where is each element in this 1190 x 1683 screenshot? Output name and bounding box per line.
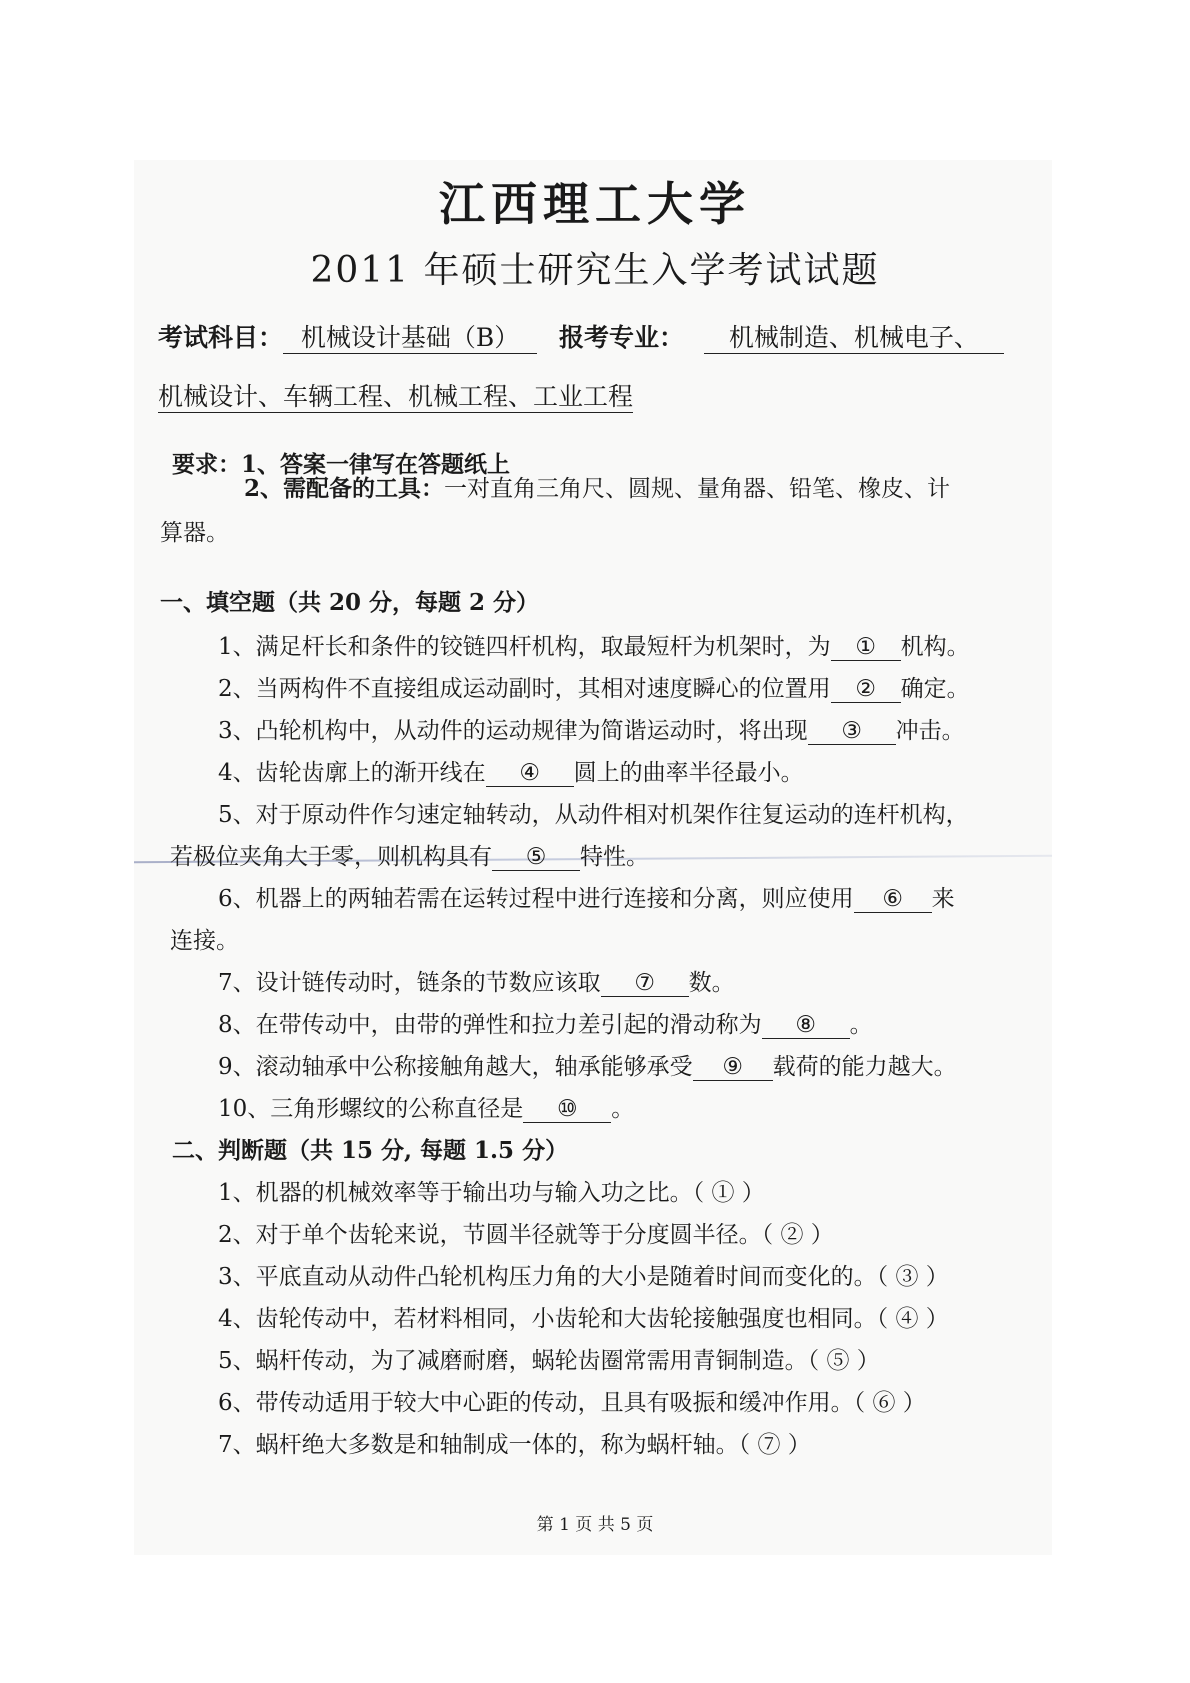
section1-heading: 一、填空题（共 20 分，每题 2 分） [160,589,540,616]
q4-text: 4、齿轮齿廓上的渐开线在 [218,760,486,786]
q2-suffix: 确定。 [900,676,970,702]
q10-suffix: 。 [611,1096,635,1122]
q8-text: 8、在带传动中，由带的弹性和拉力差引起的滑动称为 [218,1012,762,1038]
q5-suffix: 特性。 [580,844,649,870]
q6-blank: ⑥ [854,886,932,913]
fill-q5 [170,838,649,871]
requirement-1-text: 1、答案一律写在答题纸上 [241,451,511,478]
fill-q9 [218,1048,957,1081]
judge-item-3: 3、平底直动从动件凸轮机构压力角的大小是随着时间而变化的。（ ③ ） [218,1264,949,1290]
judge-item-1: 1、机器的机械效率等于输出功与输入功之比。（ ① ） [218,1180,765,1206]
requirement-2-cont: 算器。 [160,520,229,546]
requirement-2-label: 2、需配备的工具： [244,475,445,502]
subject-line [158,318,1004,354]
fill-q1 [218,628,970,661]
fill-q3 [218,712,965,745]
fill-q5-line1: 5、对于原动件作匀速定轴转动，从动件相对机架作往复运动的连杆机构， [218,802,969,828]
q8-suffix: 。 [849,1012,873,1038]
requirements-label: 要求： [172,451,241,478]
q1-suffix: 机构。 [900,634,970,660]
q8-blank: ⑧ [762,1012,850,1039]
q4-suffix: 圆上的曲率半径最小。 [573,760,804,786]
subject-value: 机械设计基础（B） [283,324,537,354]
major-value-2: 机械设计、车辆工程、机械工程、工业工程 [158,382,634,411]
requirement-2 [244,470,950,503]
q7-text: 7、设计链传动时，链条的节数应该取 [218,970,601,996]
q9-blank: ⑨ [693,1054,773,1081]
q6-text: 6、机器上的两轴若需在运转过程中进行连接和分离，则应使用 [218,886,854,912]
q7-suffix: 数。 [688,970,735,996]
fill-q6-cont: 连接。 [170,928,239,954]
q4-blank: ④ [486,760,574,787]
page-number-footer: 第 1 页 共 5 页 [536,1515,654,1535]
q3-text: 3、凸轮机构中，从动件的运动规律为简谐运动时，将出现 [218,718,808,744]
q9-text: 9、滚动轴承中公称接触角越大，轴承能够承受 [218,1054,693,1080]
fill-q7 [218,964,735,997]
major-line-2 [158,382,633,413]
q1-blank: ① [831,634,901,661]
judge-item-7: 7、蜗杆绝大多数是和轴制成一体的，称为蜗杆轴。（ ⑦ ） [218,1432,811,1458]
q3-blank: ③ [808,718,896,745]
q10-blank: ⑩ [523,1096,611,1123]
q5-text: 若极位夹角大于零，则机构具有 [170,844,492,870]
fill-q6 [218,880,955,913]
q6-suffix: 来 [931,886,955,912]
judge-item-2: 2、对于单个齿轮来说，节圆半径就等于分度圆半径。（ ② ） [218,1222,834,1248]
subject-label: 考试科目： [158,323,284,352]
q9-suffix: 载荷的能力越大。 [772,1054,957,1080]
fill-q8 [218,1006,873,1039]
q7-blank: ⑦ [601,970,689,997]
judge-item-5: 5、蜗杆传动，为了减磨耐磨，蜗轮齿圈常需用青铜制造。（ ⑤ ） [218,1348,880,1374]
q2-text: 2、当两构件不直接组成运动副时，其相对速度瞬心的位置用 [218,676,831,702]
fill-q4 [218,754,804,787]
requirement-2-text: 一对直角三角尺、圆规、量角器、铅笔、橡皮、计 [444,476,951,502]
major-label: 报考专业： [558,323,684,352]
q3-suffix: 冲击。 [895,718,965,744]
fill-q10 [218,1090,634,1123]
major-value-1: 机械制造、机械电子、 [704,324,1004,354]
judge-item-6: 6、带传动适用于较大中心距的传动，且具有吸振和缓冲作用。（ ⑥ ） [218,1390,926,1416]
exam-title: 2011 年硕士研究生入学考试试题 [310,250,880,291]
q1-text: 1、满足杆长和条件的铰链四杆机构，取最短杆为机架时，为 [218,634,831,660]
q5-blank: ⑤ [492,844,580,871]
section2-heading: 二、判断题（共 15 分, 每题 1.5 分） [172,1137,569,1164]
judge-item-4: 4、齿轮传动中，若材料相同，小齿轮和大齿轮接触强度也相同。（ ④ ） [218,1306,949,1332]
fill-q2 [218,670,970,703]
university-title: 江西理工大学 [439,177,751,231]
q10-text: 10、三角形螺纹的公称直径是 [218,1096,524,1122]
q2-blank: ② [831,676,901,703]
